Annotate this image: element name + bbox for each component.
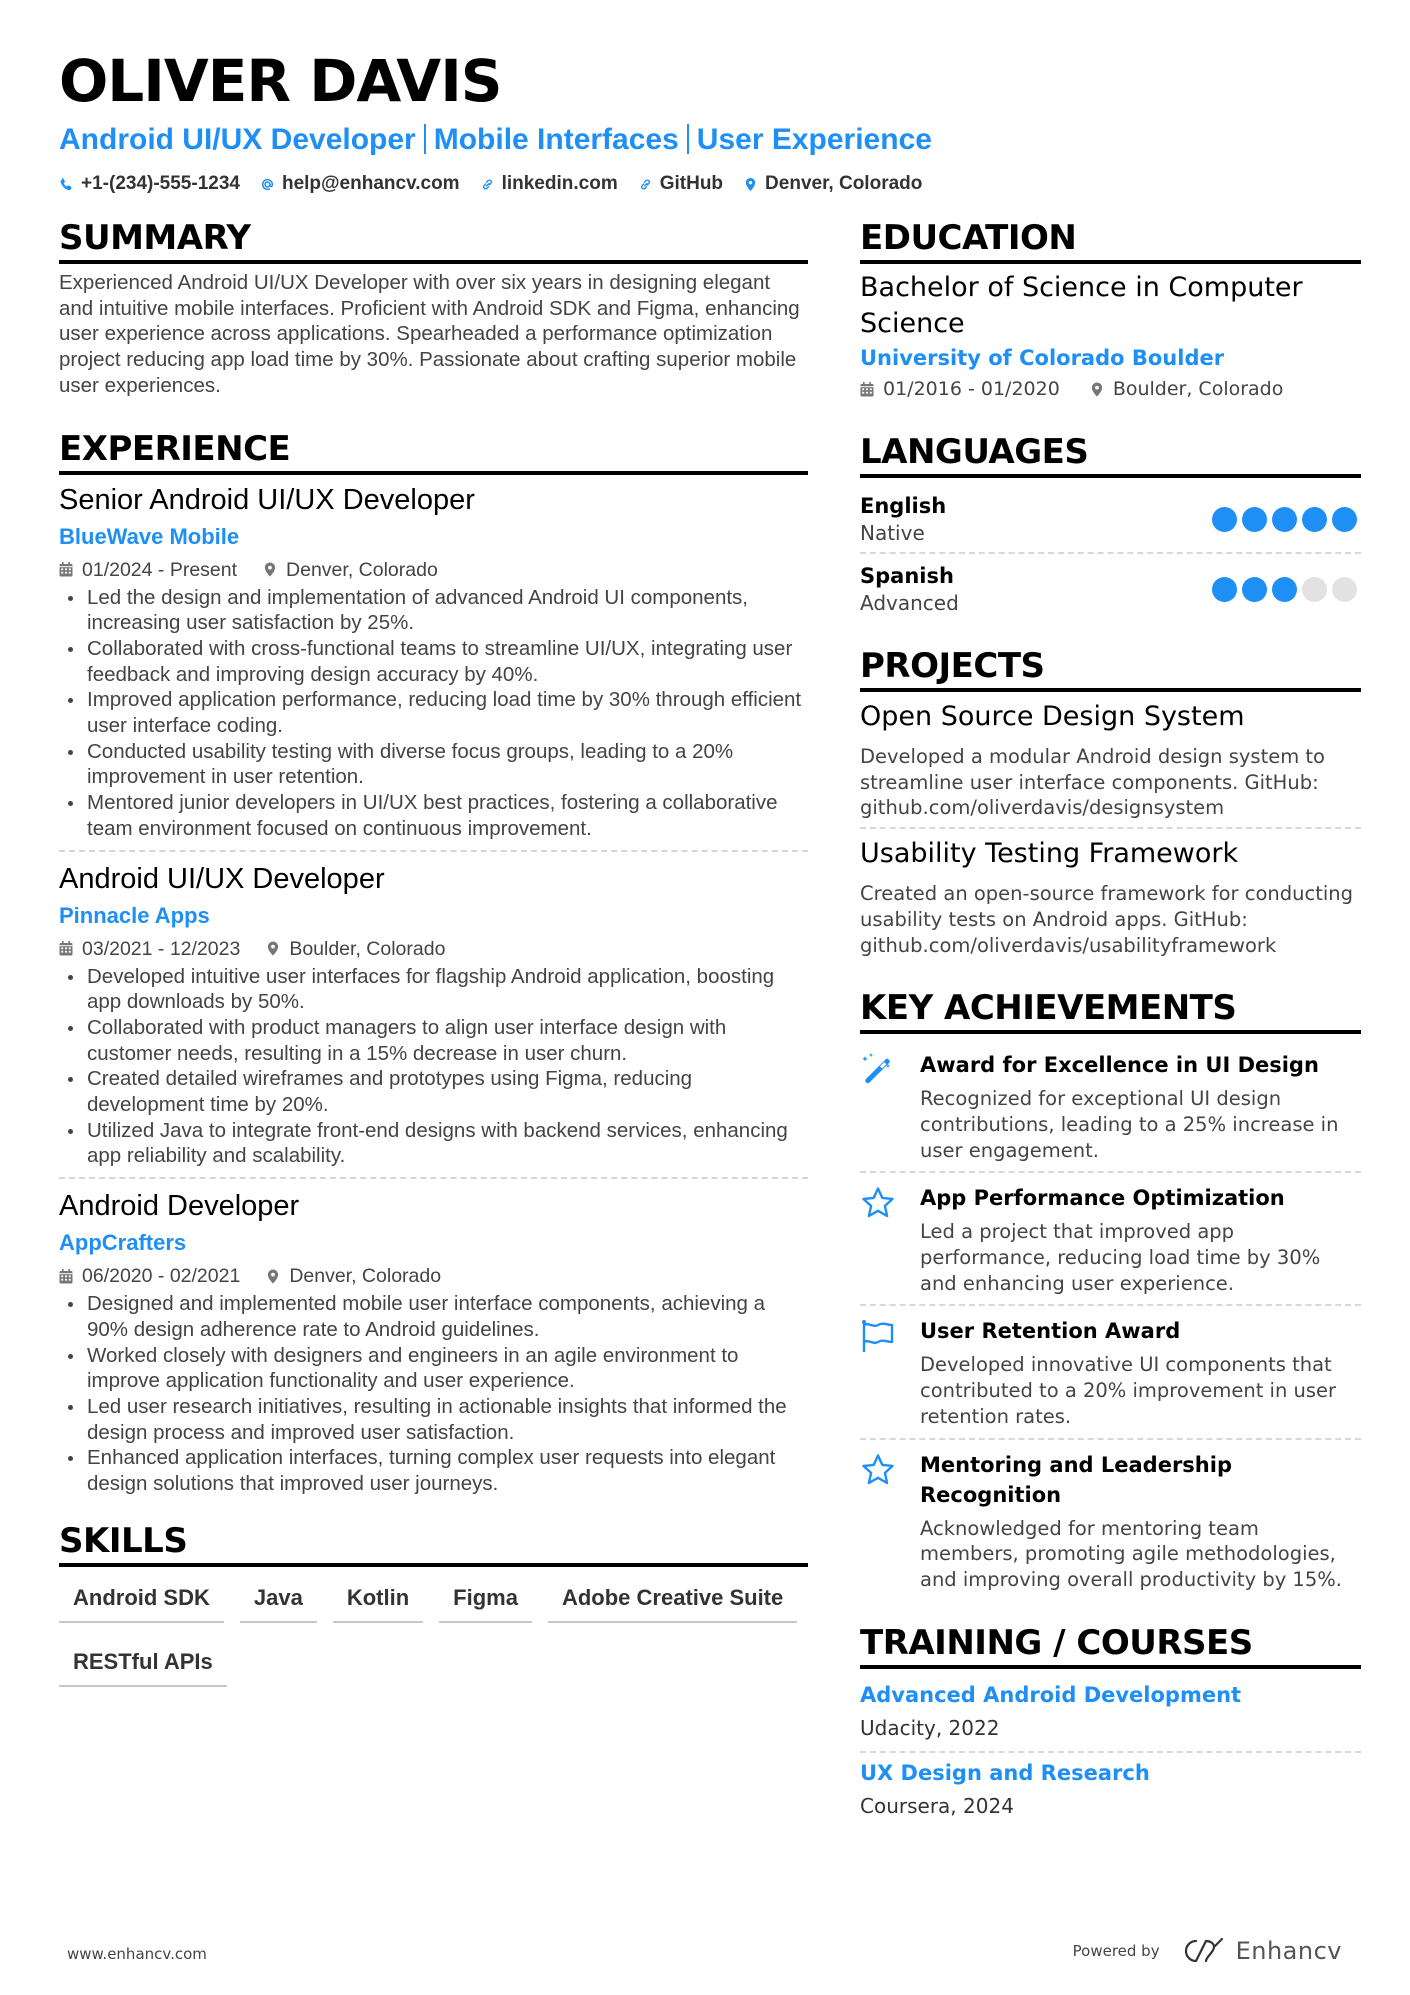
section-heading: SKILLS [59, 1519, 808, 1567]
degree-title: Bachelor of Science in Computer Science [860, 272, 1303, 339]
achievements-section [860, 986, 1361, 1600]
candidate-title [59, 120, 1359, 160]
location-text: Boulder, Colorado [289, 937, 446, 960]
course-item [860, 1675, 1361, 1753]
job-bullets [59, 964, 808, 1170]
brand-name: Enhancv [1235, 1937, 1342, 1965]
job-dates [59, 936, 240, 962]
achievement-icon-wrap [860, 1316, 902, 1429]
bullet-item: Utilized Java to integrate front-end designs with backend services, enhancing app reliability and scalability. [59, 1118, 808, 1169]
skill-tag: Android SDK [59, 1573, 224, 1623]
resume-header [59, 44, 1359, 196]
contact-location [743, 172, 922, 196]
bullet-item: Developed intuitive user interfaces for flagship Android application, boosting app downloads by 50%. [59, 964, 808, 1015]
job-title: Android Developer [59, 1190, 300, 1223]
enhancv-logo-icon [1180, 1937, 1226, 1965]
github-text: GitHub [659, 173, 724, 194]
education-dates [860, 374, 1060, 404]
bullet-item: Collaborated with cross-functional teams to streamline UI/UX, integrating user feedback and improving design accuracy by 40%. [59, 636, 808, 687]
link-icon [638, 177, 653, 192]
dot-filled [1272, 507, 1297, 532]
course-provider: Coursera, 2024 [860, 1793, 1014, 1818]
bullet-item: Led user research initiatives, resulting in actionable insights that informed the design process and improved user satisfaction. [59, 1394, 808, 1445]
bullet-item: Collaborated with product managers to align user interface design with customer needs, resulting in a 15% decrease in user churn. [59, 1015, 808, 1066]
company-name: AppCrafters [59, 1230, 187, 1256]
section-heading: TRAINING / COURSES [860, 1621, 1361, 1669]
location-pin-icon [743, 177, 758, 192]
section-heading: LANGUAGES [860, 430, 1361, 478]
location-pin-icon [1090, 382, 1104, 397]
dates-text: 01/2024 - Present [82, 558, 238, 581]
job-location [266, 936, 445, 962]
projects-section [860, 644, 1361, 964]
title-part: User Experience [696, 123, 932, 156]
experience-entry [59, 1187, 808, 1505]
course-title: UX Design and Research [860, 1760, 1150, 1785]
section-heading: SUMMARY [59, 216, 808, 264]
location-pin-icon [263, 562, 277, 577]
dot-filled [1212, 507, 1237, 532]
job-title: Android UI/UX Developer [59, 862, 385, 895]
at-icon [260, 177, 275, 192]
contact-github[interactable] [638, 172, 723, 196]
job-bullets [59, 1291, 808, 1497]
dot-empty [1302, 577, 1327, 602]
bullet-item: Improved application performance, reducing load time by 30% through efficient user interface coding. [59, 687, 808, 738]
course-title: Advanced Android Development [860, 1682, 1242, 1707]
education-section [860, 216, 1361, 404]
job-meta [59, 557, 808, 583]
achievement-icon-wrap [860, 1450, 902, 1593]
footer-branding [1073, 1937, 1342, 1965]
education-meta [860, 374, 1361, 404]
location-text: Denver, Colorado [286, 558, 438, 581]
experience-section [59, 427, 808, 1505]
school-name: University of Colorado Boulder [860, 346, 1225, 370]
achievement-icon-wrap [860, 1183, 902, 1296]
language-name: Spanish [860, 564, 954, 588]
link-icon [480, 177, 495, 192]
calendar-icon [59, 941, 73, 956]
course-item [860, 1753, 1361, 1829]
dot-empty [1332, 577, 1357, 602]
language-name: English [860, 494, 947, 518]
magic-wand-icon [860, 1052, 896, 1088]
flag-icon [860, 1318, 896, 1354]
education-location [1090, 374, 1284, 404]
language-level: Advanced [860, 591, 959, 615]
job-bullets [59, 585, 808, 842]
project-description: Developed a modular Android design system to streamline user interface components. GitHub: github.com/oliverdavis/designsystem [860, 745, 1325, 820]
dates-text: 03/2021 - 12/2023 [82, 937, 241, 960]
location-text: Boulder, Colorado [1112, 378, 1284, 400]
contact-phone[interactable] [59, 172, 240, 196]
summary-section [59, 216, 808, 399]
bullet-item: Worked closely with designers and engineers in an agile environment to improve application functionality and user experience. [59, 1343, 808, 1394]
training-section [860, 1621, 1361, 1829]
calendar-icon [59, 1269, 73, 1284]
skill-tag: Java [240, 1573, 317, 1623]
contact-linkedin[interactable] [480, 172, 618, 196]
phone-icon [59, 177, 74, 192]
section-heading: PROJECTS [860, 644, 1361, 692]
contact-list [59, 172, 1359, 196]
language-item [860, 554, 1361, 622]
job-dates [59, 557, 237, 583]
achievement-item [860, 1040, 1361, 1173]
achievement-item [860, 1173, 1361, 1306]
calendar-icon [860, 382, 874, 397]
job-location [263, 557, 438, 583]
title-separator [687, 124, 689, 154]
calendar-icon [59, 562, 73, 577]
job-meta [59, 1263, 808, 1289]
skill-tag: RESTful APIs [59, 1637, 227, 1687]
project-item [860, 698, 1361, 829]
project-item [860, 835, 1361, 964]
project-description: Created an open-source framework for conducting usability tests on Android apps. GitHub: github.com/oliverdavis/usabilityframework [860, 882, 1354, 957]
bullet-item: Enhanced application interfaces, turning complex user requests into elegant design solutions that improved user journeys. [59, 1445, 808, 1496]
achievement-item [860, 1440, 1361, 1601]
bullet-item: Mentored junior developers in UI/UX best practices, fostering a collaborative team environment focused on continuous improvement. [59, 790, 808, 841]
dates-text: 06/2020 - 02/2021 [82, 1265, 241, 1288]
section-heading: KEY ACHIEVEMENTS [860, 986, 1361, 1034]
proficiency-dots [1212, 507, 1357, 532]
right-column [860, 216, 1361, 1857]
bullet-item: Designed and implemented mobile user interface components, achieving a 90% design adherence rate to Android guidelines. [59, 1291, 808, 1342]
footer-website[interactable]: www.enhancv.com [67, 1945, 207, 1963]
bullet-item: Created detailed wireframes and prototypes using Figma, reducing development time by 20%. [59, 1066, 808, 1117]
location-pin-icon [266, 941, 280, 956]
email-text: help@enhancv.com [281, 173, 460, 194]
achievement-title: App Performance Optimization [920, 1186, 1285, 1211]
skills-list [59, 1573, 808, 1701]
job-location [266, 1263, 441, 1289]
job-title: Senior Android UI/UX Developer [59, 483, 475, 516]
linkedin-text: linkedin.com [501, 173, 618, 194]
location-text: Denver, Colorado [289, 1265, 442, 1288]
powered-by-label: Powered by [1072, 1942, 1160, 1960]
skills-section [59, 1519, 808, 1701]
experience-entry [59, 860, 808, 1180]
bullet-item: Led the design and implementation of advanced Android UI components, increasing user satisfaction by 25%. [59, 585, 808, 636]
company-name: BlueWave Mobile [59, 523, 240, 549]
language-level: Native [860, 521, 925, 545]
achievement-item [860, 1306, 1361, 1439]
achievement-description: Developed innovative UI components that contributed to a 20% improvement in user retention rates. [920, 1353, 1337, 1428]
achievement-icon-wrap [860, 1050, 902, 1163]
achievement-description: Acknowledged for mentoring team members, promoting agile methodologies, and improving overall productivity by 15%. [920, 1516, 1342, 1591]
project-title: Open Source Design System [860, 701, 1245, 732]
star-icon [860, 1185, 896, 1221]
title-part: Android UI/UX Developer [59, 123, 416, 156]
contact-email[interactable] [260, 172, 460, 196]
left-column [59, 216, 808, 1729]
dates-text: 01/2016 - 01/2020 [883, 378, 1060, 400]
section-heading: EXPERIENCE [59, 427, 808, 475]
skill-tag: Kotlin [333, 1573, 423, 1623]
phone-text: +1-(234)-555-1234 [81, 173, 240, 194]
language-item [860, 484, 1361, 554]
achievement-title: User Retention Award [920, 1319, 1181, 1344]
location-text: Denver, Colorado [765, 173, 923, 194]
dot-filled [1242, 577, 1267, 602]
job-dates [59, 1263, 240, 1289]
title-separator [424, 124, 426, 154]
title-part: Mobile Interfaces [433, 123, 679, 156]
achievement-description: Led a project that improved app performance, reducing load time by 30% and enhancing user experience. [920, 1220, 1321, 1295]
achievement-description: Recognized for exceptional UI design contributions, leading to a 25% increase in user engagement. [920, 1087, 1339, 1162]
proficiency-dots [1212, 577, 1357, 602]
dot-filled [1272, 577, 1297, 602]
dot-filled [1212, 577, 1237, 602]
languages-section [860, 430, 1361, 622]
experience-entry [59, 481, 808, 852]
star-icon [860, 1452, 896, 1488]
dot-filled [1242, 507, 1267, 532]
course-provider: Udacity, 2022 [860, 1715, 1000, 1740]
bullet-item: Conducted usability testing with diverse focus groups, leading to a 20% improvement in user retention. [59, 739, 808, 790]
company-name: Pinnacle Apps [59, 902, 210, 928]
achievement-title: Mentoring and Leadership Recognition [920, 1452, 1232, 1507]
skill-tag: Adobe Creative Suite [548, 1573, 797, 1623]
dot-filled [1332, 507, 1357, 532]
location-pin-icon [266, 1269, 280, 1284]
summary-text: Experienced Android UI/UX Developer with over six years in designing elegant and intuitive mobile interfaces. Proficient with Android SDK and Figma, enhancing user experience across applications. Spearheaded a performance optimization project reducing app load time by 30%. Passionate about crafting superior mobile user experiences. [59, 271, 800, 397]
achievement-title: Award for Excellence in UI Design [920, 1053, 1319, 1078]
enhancv-logo[interactable] [1180, 1937, 1342, 1965]
job-meta [59, 936, 808, 962]
candidate-name: OLIVER DAVIS [59, 47, 502, 115]
skill-tag: Figma [439, 1573, 532, 1623]
project-title: Usability Testing Framework [860, 838, 1239, 870]
section-heading: EDUCATION [860, 216, 1361, 264]
dot-filled [1302, 507, 1327, 532]
